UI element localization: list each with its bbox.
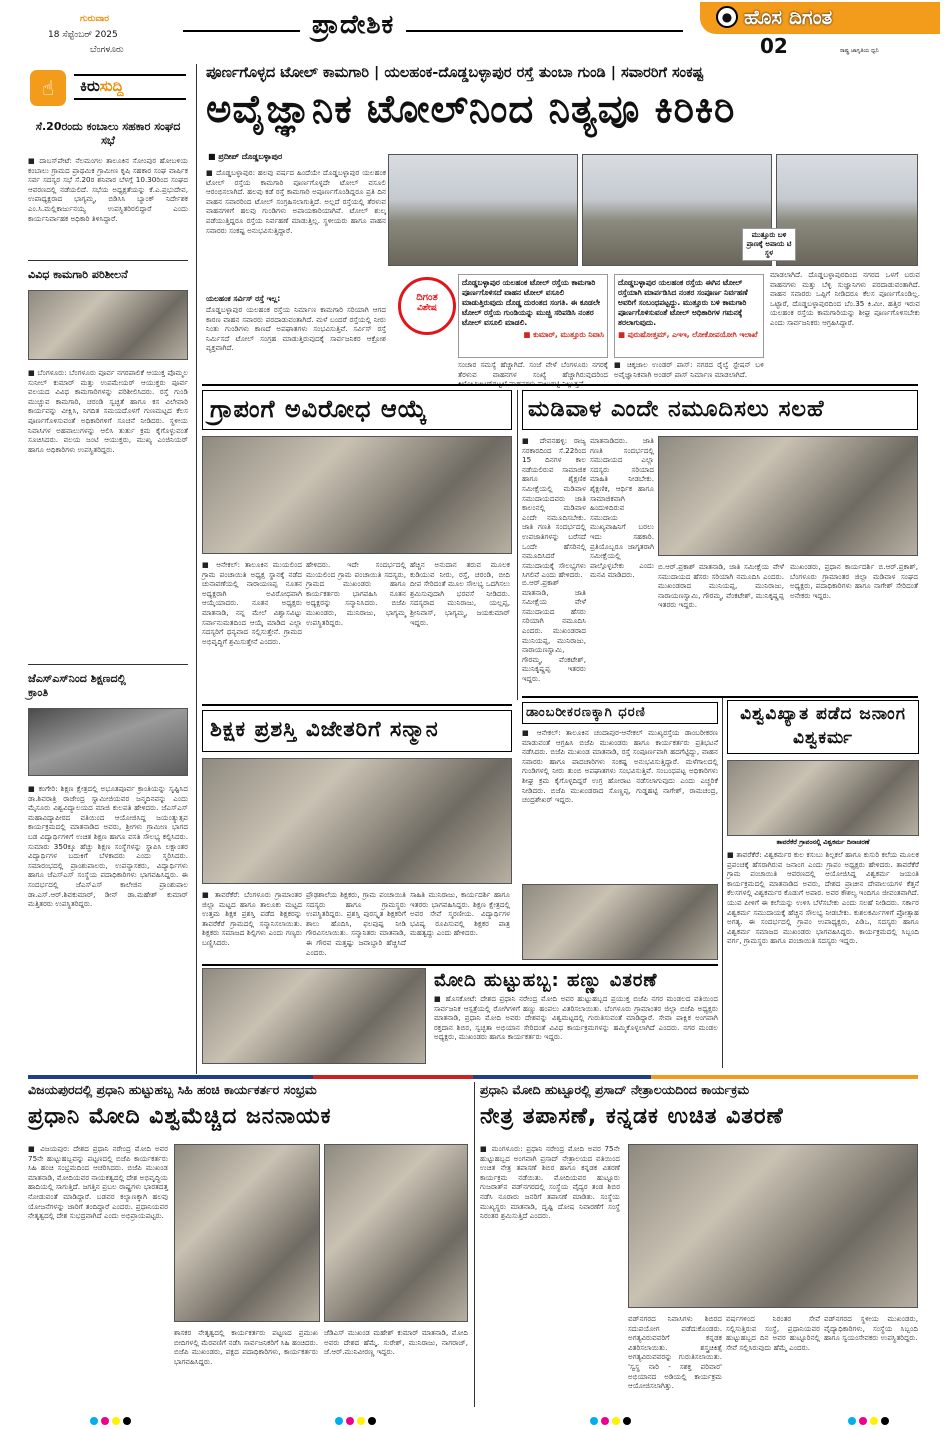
story-gram: [202, 390, 512, 702]
story-modi-fruit: [202, 968, 718, 1068]
section-rule: [522, 696, 918, 698]
eyecamp-kicker: ಪ್ರಧಾನಿ ಮೋದಿ ಹುಟ್ಟೂರಲ್ಲಿ ಪ್ರಸಾದ್ ನೇತ್ರಾಲಯದಿಂದ ಕಾರ್ಯಕ್ರಮ: [480, 1082, 750, 1097]
story-madivala: [522, 390, 918, 694]
lead-quote-2: [614, 274, 764, 358]
briefs-column: [28, 68, 188, 1073]
finger-icon: ☝: [30, 70, 66, 106]
eyecamp-col2: ವಡ್‌ನಗರದ ನಿವಾಸಿಗಳು ಶಿಬಿರದ ಸದುಪಯೋಗ ಪಡೆದುಕೊಂಡರು. ಅಗತ್ಯವಿರುವವರಿಗೆ ಕನ್ನಡಕ ವಿತರಿಸಲಾಯಿತು. ಶಸ್ತ್ರಚಿಕಿತ್ಸೆ ಅಗತ್ಯವಿರುವವರನ್ನು ಗುರುತಿಸಲಾಯಿತು. 'ಸ್ವಸ್ಥ ನಾರಿ - ಸಶಕ್ತ ಪರಿವಾರ' ಅಭಿಯಾನದ ಅಡಿಯಲ್ಲಿ ಕಾರ್ಯಕ್ರಮ ಆಯೋಜಿಸಲಾಗಿತ್ತು.: [628, 1314, 722, 1391]
lead-headline: ಅವೈಜ್ಞಾನಿಕ ಟೋಲ್‌ನಿಂದ ನಿತ್ಯವೂ ಕಿರಿಕಿರಿ: [206, 87, 736, 132]
gram-photo: [202, 436, 512, 554]
seal-line2: ವಿಶೇಷ: [417, 303, 437, 313]
section-title: ಪ್ರಾದೇಶಿಕ: [300, 10, 406, 41]
shikshak-col2: ಪ್ರೌಢಶಾಲೆಯ ಶಿಕ್ಷಕರು, ಗ್ರಾಮ ಪಂಚಾಯಿತಿ ಸದಸ್ಯರು ಹಾಗೂ ಗ್ರಾಮಸ್ಥರು ಉಪಸ್ಥಿತರಿದ್ದರು. ಪ್ರಶಸ್ತಿ ಪುರಸ್ಕೃತ ಶಿಕ್ಷಕರಿಗೆ ಶಾಲು ಹೊದಿಸಿ, ಫಲಪುಷ್ಪ ನೀಡಿ ಗೌರವಿಸಲಾಯಿತು. ಸನ್ಮಾನಿತರು ಮಾತನಾಡಿ, ಈ ಗೌರವ ಮತ್ತಷ್ಟು ಜವಾಬ್ದಾರಿ ಹೆಚ್ಚಿಸಿದೆ ಎಂದರು.: [306, 890, 406, 957]
digantha-seal: [398, 277, 456, 335]
madivala-col4: ಮುಖಂಡರು, ಪ್ರಧಾನ ಕಾರ್ಯದರ್ಶಿ ಬಿ.ಆರ್.ಪ್ರಕಾಶ್, ಬೆಂಗಳೂರು ಗ್ರಾಮಾಂತರ ಜಿಲ್ಲಾ ಮಡಿವಾಳ ಸಂಘದ ಅಧ್ಯಕ್ಷರು, ಪದಾಧಿಕಾರಿಗಳು ಹಾಗೂ ನಾಗೇಶ್ ಸೇರಿದಂತೆ ಅನೇಕರು ಇದ್ದರು.: [790, 562, 918, 600]
lead-photo-caption: ಮುತ್ತೂರು ಬಳಿ ಪ್ರಾಣಕ್ಕೆ ಅಪಾಯ ಟಿ ಸ್ಥಳ: [742, 228, 796, 261]
lead-col2: ದೊಡ್ಡಬಳ್ಳಾಪುರ ಯಲಹಂಕ ರಸ್ತೆಯ ನಿರ್ಮಾಣ ಕಾಮಗಾರಿ ಸರಿಯಾಗಿ ಆಗದ ಕಾರಣ ವಾಹನ ಸವಾರರು ಪರದಾಡುವಂತಾಗಿದೆ. ಮಳೆ ಬಂದರೆ ರಸ್ತೆಯಲ್ಲಿ ನೀರು ನಿಂತು ಗುಂಡಿಗಳು ಕಾಣದೆ ಅಪಘಾತಗಳು ಸಂಭವಿಸುತ್ತಿವೆ. ಸರ್ವಿಸ್ ರಸ್ತೆ ನಿರ್ಮಿಸದೆ ಟೋಲ್ ಸಂಗ್ರಹ ಮಾಡುತ್ತಿರುವುದಕ್ಕೆ ಸಾರ್ವಜನಿಕರ ಆಕ್ರೋಶ ವ್ಯಕ್ತವಾಗಿದೆ.: [206, 305, 386, 353]
brief3-photo: [28, 708, 188, 776]
section-bar: [183, 30, 683, 32]
registration-marks: [90, 1410, 134, 1429]
dambar-headline: ಡಾಂಬರೀಕರಣಕ್ಕಾಗಿ ಧರಣಿ: [526, 705, 646, 720]
column-divider: [722, 698, 723, 1068]
shikshak-headline: ಶಿಕ್ಷಕ ಪ್ರಶಸ್ತಿ ವಿಜೇತರಿಗೆ ಸನ್ಮಾನ: [210, 717, 439, 742]
lead-col4: ■ ಚಿಕ್ಕಜಾಲ ಉಂಡರ್ ಪಾಸ್: ನಗರದ ರೈಲ್ವೆ ಸ್ಟೇಷನ್ ಬಳಿ ಅವೈಜ್ಞಾನಿಕವಾಗಿ ಅಂಡರ್ ಪಾಸ್ ನಿರ್ಮಾಣ ಮಾಡಲಾಗಿದೆ.: [614, 360, 764, 379]
vijayapura-col2: ಶಾಸಕರ ನೇತೃತ್ವದಲ್ಲಿ ಕಾರ್ಯಕರ್ತರು ಪಟ್ಟಣದ ಪ್ರಮುಖ ಬೀದಿಗಳಲ್ಲಿ ಮೆರವಣಿಗೆ ನಡೆಸಿ ಸಾರ್ವಜನಿಕರಿಗೆ ಸಿಹಿ ಹಂಚಿದರು. ಬಿಜೆಪಿ ಮುಖಂಡರು, ಪಕ್ಷದ ಪದಾಧಿಕಾರಿಗಳು, ಕಾರ್ಯಕರ್ತರು ಭಾಗವಹಿಸಿದ್ದರು.: [174, 1328, 318, 1366]
quote1-by: ■ ಕುಮಾರ್, ಮುತ್ತೂರು ನಿವಾಸಿ: [523, 330, 604, 339]
vishwakarma-photo: [727, 760, 919, 836]
madivala-col1: ■ ದೇವನಹಳ್ಳಿ: ರಾಜ್ಯ ಸರಕಾರದಿಂದ ಸೆ.22ರಿಂದ 15 ದಿನಗಳ ಕಾಲ ನಡೆಯಲಿರುವ ಸಾಮಾಜಿಕ ಹಾಗೂ ಶೈಕ್ಷಣಿಕ ಸಮೀಕ್ಷೆಯಲ್ಲಿ ಮಡಿವಾಳ ಸಮುದಾಯದವರು ಜಾತಿ ಕಾಲಂನಲ್ಲಿ ಮಡಿವಾಳ ಎಂದೇ ನಮೂದಿಸಬೇಕು. ಜಾತಿ ಗಣತಿ ಸಂದರ್ಭದಲ್ಲಿ ಉಪಜಾತಿಗಳನ್ನು ಬರೆಸದೆ ಒಂದೇ ಹೆಸರಿನಲ್ಲಿ ನಮೂದಿಸಿದರೆ ಸಮುದಾಯಕ್ಕೆ ಸೌಲಭ್ಯಗಳು ಸಿಗಲಿವೆ ಎಂದು ಹೇಳಿದರು.: [522, 436, 586, 580]
gram-headline: ಗ್ರಾಪಂಗೆ ಅವಿರೋಧ ಆಯ್ಕೆ: [210, 395, 428, 423]
section-rule: [202, 704, 512, 706]
issue-day: ಗುರುವಾರ: [80, 14, 110, 24]
madivala-col3: ಬಿ.ಆರ್.ಪ್ರಕಾಶ್ ಮಾತನಾಡಿ, ಜಾತಿ ಸಮೀಕ್ಷೆಯ ವೇಳೆ ಸಮುದಾಯದ ಹೆಸರು ಸರಿಯಾಗಿ ನಮೂದಿಸಿ ಎಂದರು. ಮುಖಂಡರಾದ ಮುನಿಯಪ್ಪ, ಮುನಿರಾಜು, ನಾರಾಯಣಸ್ವಾಮಿ, ಗೌರಮ್ಮ, ವೆಂಕಟೇಶ್, ಮುನಿಕೃಷ್ಣಪ್ಪ ಇತರರು ಇದ್ದರು.: [658, 562, 784, 610]
brand-tagline: ರಾಷ್ಟ್ರ ಜಾಗೃತಿಯ ಧ್ವನಿ: [840, 48, 879, 54]
vijayapura-col3: ಜೆಡಿಎಸ್ ಮುಖಂಡ ಮಹೇಶ್ ಕುಮಾರ್ ಮಾತನಾಡಿ, ಮೋದಿ ಅವರು ದೇಶದ ಹೆಮ್ಮೆ. ಸುರೇಶ್, ಮುನಿರಾಜು, ನಾಗರಾಜ್, ಜೆ.ಆರ್.ಮುನಿವೀರಣ್ಣ ಇದ್ದರು.: [324, 1328, 468, 1357]
quote2-by: ■ ಪುರುಷೋತ್ತಮ್, ಎಇಇ, ಲೋಕೋಪಯೋಗಿ ಇಲಾಖೆ: [618, 330, 758, 339]
quote1-text: ದೊಡ್ಡಬಳ್ಳಾಪುರ ಯಲಹಂಕ ಟೋಲ್ ರಸ್ತೆಯ ಕಾಮಗಾರಿ ಪೂರ್ಣಗೊಳಿಸದೆ ವಾಹನ ಟೋಲ್ ವಸೂಲಿ ಮಾಡುತ್ತಿರುವುದು ದೊಡ್ಡ ದುರಂತದ ಸಂಗತಿ. ಈ ಕೂಡಲೇ ಟೋಲ್ ರಸ್ತೆಯ ಗುಂಡಿಯನ್ನು ಮುಚ್ಚಿ ಸರಿಪಡಿಸಿ ನಂತರ ಟೋಲ್ ವಸೂಲಿ ಮಾಡಲಿ.: [462, 278, 601, 327]
masthead: [0, 0, 945, 60]
brief2-headline: ವಿವಿಧ ಕಾಮಗಾರಿ ಪರಿಶೀಲನೆ: [28, 268, 128, 281]
seal-line1: ದಿಗಂತ: [416, 292, 438, 303]
column-divider: [517, 390, 518, 700]
page-number: 02: [760, 34, 788, 58]
vijayapura-photo-2: [324, 1144, 468, 1322]
vishwakarma-text: ■ ತಾವರೆಕೆರೆ: ವಿಶ್ವಕರ್ಮರ ಕುಲ ಕಸುಬು ಶಿಲ್ಪಕಲೆ ಹಾಗೂ ಕುಸುರಿ ಕಲೆಯ ಮೂಲಕ ಪ್ರಪಂಚಕ್ಕೆ ಹೆಸರಾಗಿರುವ ಜನಾಂಗ ಎಂದು ಗ್ರಾಪಂ ಅಧ್ಯಕ್ಷರು ಹೇಳಿದರು. ತಾವರೆಕೆರೆ ಗ್ರಾಮ ಪಂಚಾಯಿತಿ ಆವರಣದಲ್ಲಿ ಆಯೋಜಿಸಿದ್ದ ವಿಶ್ವಕರ್ಮ ಜಯಂತಿ ಕಾರ್ಯಕ್ರಮದಲ್ಲಿ ಮಾತನಾಡಿದ ಅವರು, ದೇಶದ ಪ್ರಾಚೀನ ದೇವಾಲಯಗಳ ಕೆತ್ತನೆ ಕೆಲಸಗಳಲ್ಲಿ ವಿಶ್ವಕರ್ಮರ ಕೊಡುಗೆ ಅಪಾರ. ಅವರ ಕೌಶಲ್ಯ ಇಂದಿಗೂ ಜೀವಂತವಾಗಿದೆ. ಯುವ ಪೀಳಿಗೆ ಈ ಕಲೆಯನ್ನು ಉಳಿಸಿ ಬೆಳೆಸಬೇಕು ಎಂದು ಸಲಹೆ ನೀಡಿದರು. ಸರ್ಕಾರ ವಿಶ್ವಕರ್ಮ ಸಮುದಾಯಕ್ಕೆ ಹೆಚ್ಚಿನ ಸೌಲಭ್ಯ ನೀಡಬೇಕು. ಕುಶಲಕರ್ಮಿಗಳಿಗೆ ಪ್ರೋತ್ಸಾಹ ಅಗತ್ಯ. ಈ ಸಂದರ್ಭದಲ್ಲಿ ಗ್ರಾಪಂ ಉಪಾಧ್ಯಕ್ಷರು, ಪಿಡಿಒ, ಸದಸ್ಯರು ಹಾಗೂ ವಿಶ್ವಕರ್ಮ ಸಮಾಜದ ಮುಖಂಡರು ಭಾಗವಹಿಸಿದ್ದರು. ಕಾರ್ಯಕ್ರಮದಲ್ಲಿ ಸಿಬ್ಬಂದಿ ವರ್ಗ, ಗ್ರಾಮಸ್ಥರು ಹಾಗೂ ಪಂಚಾಯಿತಿ ಸದಸ್ಯರು ಇದ್ದರು.: [727, 850, 919, 946]
vijayapura-headline: ಪ್ರಧಾನಿ ಮೋದಿ ವಿಶ್ವಮೆಚ್ಚಿದ ಜನನಾಯಕ: [28, 1104, 332, 1129]
modi-fruit-text: ■ ಹೊಸಕೋಟೆ: ದೇಶದ ಪ್ರಧಾನಿ ನರೇಂದ್ರ ಮೋದಿ ಅವರ ಹುಟ್ಟುಹಬ್ಬದ ಪ್ರಯುಕ್ತ ಬಿಜೆಪಿ ನಗರ ಮಂಡಲದ ವತಿಯಿಂದ ಸಾರ್ವಜನಿಕ ಆಸ್ಪತ್ರೆಯಲ್ಲಿ ರೋಗಿಗಳಿಗೆ ಹಣ್ಣು ಹಂಪಲು ವಿತರಿಸಲಾಯಿತು. ಬೆಂಗಳೂರು ಗ್ರಾಮಾಂತರ ಜಿಲ್ಲಾ ಬಿಜೆಪಿ ಅಧ್ಯಕ್ಷರು ಮಾತನಾಡಿ, ಪ್ರಧಾನಿ ಮೋದಿ ಅವರು ದೇಶವನ್ನು ವಿಶ್ವಮಟ್ಟದಲ್ಲಿ ಗುರುತಿಸುವಂತೆ ಮಾಡಿದ್ದಾರೆ. ಸೇವಾ ಪಾಕ್ಷಿಕ ಅಂಗವಾಗಿ ರಕ್ತದಾನ ಶಿಬಿರ, ಸ್ವಚ್ಛತಾ ಅಭಿಯಾನ ಸೇರಿದಂತೆ ವಿವಿಧ ಕಾರ್ಯಕ್ರಮಗಳನ್ನು ಹಮ್ಮಿಕೊಳ್ಳಲಾಗಿದೆ ಎಂದರು. ನಗರ ಮಂಡಲ ಅಧ್ಯಕ್ಷರು, ಮುಖಂಡರು ಹಾಗೂ ಕಾರ್ಯಕರ್ತರು ಇದ್ದರು.: [434, 994, 718, 1042]
dambar-text: ■ ಆನೇಕಲ್: ತಾಲೂಕಿನ ಚಂದಾಪುರ-ಆನೇಕಲ್ ಮುಖ್ಯರಸ್ತೆಯ ಡಾಂಬರೀಕರಣ ಮಾಡುವಂತೆ ಆಗ್ರಹಿಸಿ ಬಿಜೆಪಿ ಮುಖಂಡರು ಹಾಗೂ ಕಾರ್ಯಕರ್ತರು ಪ್ರತಿಭಟನೆ ನಡೆಸಿದರು. ಬಿಜೆಪಿ ಮುಖಂಡ ಮಾತನಾಡಿ, ರಸ್ತೆ ಸಂಪೂರ್ಣವಾಗಿ ಹದಗೆಟ್ಟಿದ್ದು, ವಾಹನ ಸವಾರರು ಹಾಗೂ ಪಾದಚಾರಿಗಳು ಸಂಕಷ್ಟ ಅನುಭವಿಸುತ್ತಿದ್ದಾರೆ. ಮಳೆಗಾಲದಲ್ಲಿ ಗುಂಡಿಗಳಲ್ಲಿ ನೀರು ತುಂಬಿ ಅಪಘಾತಗಳು ಸಂಭವಿಸುತ್ತಿವೆ. ಸಂಬಂಧಪಟ್ಟ ಅಧಿಕಾರಿಗಳು ಶೀಘ್ರ ಕ್ರಮ ಕೈಗೊಳ್ಳದಿದ್ದರೆ ಉಗ್ರ ಹೋರಾಟ ನಡೆಸಲಾಗುವುದು ಎಂದು ಎಚ್ಚರಿಕೆ ನೀಡಿದರು. ಬಿಜೆಪಿ ಮುಖಂಡರಾದ ಸೊಣ್ಣಪ್ಪ, ಗುಡ್ಡಹಟ್ಟಿ ನಾಗೇಶ್, ರಾಮಚಂದ್ರ, ಚಂದ್ರಶೇಖರ್ ಇದ್ದರು.: [522, 728, 718, 805]
brief3-headline: ಜೆಎಸ್‌ಎಸ್‌ನಿಂದ ಶಿಕ್ಷಣದಲ್ಲಿ ಕ್ರಾಂತಿ: [28, 672, 126, 699]
vijayapura-photo-1: [174, 1144, 320, 1322]
brand-banner: [700, 2, 940, 34]
lamp-icon: ●: [716, 6, 738, 28]
section-rule: [202, 384, 918, 386]
column-divider: [196, 64, 197, 1074]
shikshak-photo: [202, 758, 512, 884]
lead-quote-1: [458, 274, 608, 358]
vijayapura-kicker: ವಿಜಯಪುರದಲ್ಲಿ ಪ್ರಧಾನಿ ಹುಟ್ಟುಹಬ್ಬ ಸಿಹಿ ಹಂಚಿ ಕಾರ್ಯಕರ್ತರ ಸಂಭ್ರಮ: [28, 1082, 317, 1097]
lead-col5: ಮಾಡಲಾಗಿದೆ. ದೊಡ್ಡಬಳ್ಳಾಪುರದಿಂದ ನಗರದ ಒಳಗೆ ಬರುವ ವಾಹನಗಳು ಮತ್ತು ಬೆಳ್ಳಿ ಸುಜ್ಞಾನಿಗಳು ಪರದಾಡುವಂತಾಗಿದೆ. ವಾಹನ ಸವಾರರು ಒಪ್ಪಿಗೆ ನೀಡಿದರೂ ಕೆಲಸ ಪೂರ್ಣಗೊಂಡಿಲ್ಲ. ಒಟ್ಟಾರೆ, ದೊಡ್ಡಬಳ್ಳಾಪುರದಿಂದ ಬೆಂ.35 ಕಿ.ಮೀ. ಹತ್ತಿರ ಇರುವ ಯಲಹಂಕ ರಸ್ತೆಯ ಕಾಮಗಾರಿಯನ್ನು ಶೀಘ್ರ ಪೂರ್ಣಗೊಳಿಸಬೇಕು ಎಂದು ಸಾರ್ವಜನಿಕರು ಆಗ್ರಹಿಸಿದ್ದಾರೆ.: [770, 270, 920, 327]
eyecamp-col1: ■ ಮಂಗಳೂರು: ಪ್ರಧಾನಿ ನರೇಂದ್ರ ಮೋದಿ ಅವರ 75ನೇ ಹುಟ್ಟುಹಬ್ಬದ ಅಂಗವಾಗಿ ಪ್ರಸಾದ್ ನೇತ್ರಾಲಯದ ವತಿಯಿಂದ ಉಚಿತ ನೇತ್ರ ತಪಾಸಣೆ ಶಿಬಿರ ಹಾಗೂ ಕನ್ನಡಕ ವಿತರಣೆ ಕಾರ್ಯಕ್ರಮ ನಡೆಯಿತು. ಮೋದಿಯವರ ಹುಟ್ಟೂರು ಗುಜರಾತ್‌ನ ವಡ್‌ನಗರದಲ್ಲಿ ಸಂಸ್ಥೆಯ ವೈದ್ಯರ ತಂಡ ಶಿಬಿರ ನಡೆಸಿ ನೂರಾರು ಜನರಿಗೆ ತಪಾಸಣೆ ಮಾಡಿತು. ಸಂಸ್ಥೆಯ ಮುಖ್ಯಸ್ಥರು ಮಾತನಾಡಿ, ದೃಷ್ಟಿ ದೋಷ ನಿವಾರಣೆಗೆ ಸಂಸ್ಥೆ ನಿರಂತರ ಶ್ರಮಿಸುತ್ತಿದೆ ಎಂದರು.: [480, 1144, 620, 1221]
story-vijayapura: [28, 1082, 468, 1407]
brief1-text: ■ ದಾಬಸ್‌ಪೇಟೆ: ನೆಲಮಂಗಲ ತಾಲೂಕಿನ ಸೋಂಪುರ ಹೋಬಳಿಯ ಕಂಬಾಲು ಗ್ರಾಮದ ಪ್ರಾಥಮಿಕ ಗ್ರಾಮೀಣ ಕೃಷಿ ಸಹಕಾರ ಸಂಘ ವಾರ್ಷಿಕ ಸರ್ವ ಸದಸ್ಯರ ಸಭೆ ಸೆ.20ರ ಶನಿವಾರ ಬೆಳಗ್ಗೆ 10.30ರಿಂದ ಸಂಘದ ಆವರಣದಲ್ಲಿ ನಡೆಯಲಿದೆ. ಸಭೆಯ ಅಧ್ಯಕ್ಷತೆಯನ್ನು ಕೆ.ಎ.ಪ್ರಭುದೇವ, ಉಪಾಧ್ಯಕ್ಷರಾದ ಭಾಗ್ಯಮ್ಮ, ಬಿಡಿಸಿಸಿ ಬ್ಯಾಂಕ್ ನಿರ್ದೇಶಕ ಎಂ.ಸಿ.ಮಲ್ಲಿಕಾರ್ಜುನಯ್ಯ ಉಪಸ್ಥಿತರಿರಲಿದ್ದಾರೆ ಎಂದು ಕಾರ್ಯನಿರ್ವಾಹಕ ಅಧಿಕಾರಿ ತಿಳಿಸಿದ್ದಾರೆ.: [28, 156, 188, 223]
story-vishwakarma: [727, 700, 919, 1070]
brief2-photo: [28, 290, 188, 360]
madivala-photo: [658, 436, 918, 556]
brief2-text: ■ ಬೆಂಗಳೂರು: ಬೆಂಗಳೂರು ಪೂರ್ವ ನಗರಪಾಲಿಕೆ ಆಯುಕ್ತ ಪೊಮ್ಮಲ ಸುನೀಲ್ ಕುಮಾರ್ ಮತ್ತು ಉಪಮೇಯರ್ ಆಯುಕ್ತರು ಪೂರ್ವ ವಲಯದ ವಿವಿಧ ಕಾಮಗಾರಿಗಳನ್ನು ಪರಿಶೀಲಿಸಿದರು. ರಸ್ತೆ ಗುಂಡಿ ಮುಚ್ಚುವ ಕಾಮಗಾರಿ, ಚರಂಡಿ ಸ್ವಚ್ಛತೆ ಹಾಗೂ ಕಸ ವಿಲೇವಾರಿ ಕಾರ್ಯವನ್ನು ವೀಕ್ಷಿಸಿ, ನಿಗದಿತ ಸಮಯದೊಳಗೆ ಗುಣಮಟ್ಟದ ಕೆಲಸ ಪೂರ್ಣಗೊಳಿಸುವಂತೆ ಅಧಿಕಾರಿಗಳಿಗೆ ಸೂಚನೆ ನೀಡಿದರು. ಸ್ಥಳೀಯ ನಿವಾಸಿಗಳ ಅಹವಾಲುಗಳನ್ನು ಆಲಿಸಿ ತುರ್ತು ಕ್ರಮ ಕೈಗೊಳ್ಳುವಂತೆ ಸೂಚಿಸಿದರು. ವಲಯ ಜಂಟಿ ಆಯುಕ್ತರು, ಮುಖ್ಯ ಎಂಜಿನಿಯರ್ ಹಾಗೂ ಅಧಿಕಾರಿಗಳು ಉಪಸ್ಥಿತರಿದ್ದರು.: [28, 368, 188, 454]
modi-fruit-photo: [202, 968, 426, 1064]
eyecamp-photo: [628, 1144, 918, 1308]
lead-byline: ■ ಪ್ರದೀಪ್ ದೊಡ್ಡಬಳ್ಳಾಪುರ: [208, 152, 283, 161]
brief1-headline: ಸೆ.20ರಂದು ಕಂಬಾಲು ಸಹಕಾರ ಸಂಘದ ಸಭೆ: [35, 120, 181, 147]
brand-name: ಹೊಸ ದಿಗಂತ: [744, 5, 833, 29]
gram-col1: ■ ಆನೇಕಲ್: ತಾಲೂಕಿನ ಮುಯಲಿಂದ ಗ್ರಾಮ ಪಂಚಾಯಿತಿ ಅಧ್ಯಕ್ಷ ಸ್ಥಾನಕ್ಕೆ ನಡೆದ ಚುನಾವಣೆಯಲ್ಲಿ ನಾರಾಯಣಪ್ಪ ನೂತನ ಅಧ್ಯಕ್ಷರಾಗಿ ಅವಿರೋಧವಾಗಿ ಆಯ್ಕೆಯಾದರು. ನೂತನ ಅಧ್ಯಕ್ಷರು ಮಾತನಾಡಿ, ನನ್ನ ಮೇಲೆ ವಿಶ್ವಾಸವಿಟ್ಟು ಸರ್ವಾನುಮತದಿಂದ ಆಯ್ಕೆ ಮಾಡಿದ ಎಲ್ಲಾ ಸದಸ್ಯರಿಗೆ ಧನ್ಯವಾದ ಸಲ್ಲಿಸುತ್ತೇನೆ. ಗ್ರಾಮದ ಅಭಿವೃದ್ಧಿಗೆ ಶ್ರಮಿಸುತ್ತೇನೆ ಎಂದರು.: [202, 560, 302, 646]
lead-photo-3: [776, 154, 918, 266]
lead-subhead1: ಯಲಹಂಕ ಸರ್ವಿಸ್ ರಸ್ತೆ ಇಲ್ಲ:: [206, 294, 281, 303]
divider: [28, 260, 188, 261]
eyecamp-headline: ನೇತ್ರ ತಪಾಸಣೆ, ಕನ್ನಡಕ ಉಚಿತ ವಿತರಣೆ: [480, 1104, 784, 1129]
registration-marks: [335, 1410, 379, 1429]
shikshak-col1: ■ ತಾವರೆಕೆರೆ: ಬೆಂಗಳೂರು ಗ್ರಾಮಾಂತರ ಜಿಲ್ಲಾ ಮಟ್ಟದ ಹಾಗೂ ತಾಲೂಕು ಮಟ್ಟದ ಉತ್ತಮ ಶಿಕ್ಷಕ ಪ್ರಶಸ್ತಿ ಪಡೆದ ಶಿಕ್ಷಕರನ್ನು ತಾವರೆಕೆರೆ ಗ್ರಾಮದಲ್ಲಿ ಸನ್ಮಾನಿಸಲಾಯಿತು. ಶಿಕ್ಷಕರು ಸಮಾಜದ ಶಿಲ್ಪಿಗಳು ಎಂದು ಗಣ್ಯರು ಬಣ್ಣಿಸಿದರು.: [202, 890, 302, 947]
divider: [28, 664, 188, 665]
madivala-col1b: ಬಿ.ಆರ್.ಪ್ರಕಾಶ್ ಮಾತನಾಡಿ, ಜಾತಿ ಸಮೀಕ್ಷೆಯ ವೇಳೆ ಸಮುದಾಯದ ಹೆಸರು ಸರಿಯಾಗಿ ನಮೂದಿಸಿ ಎಂದರು. ಮುಖಂಡರಾದ ಮುನಿಯಪ್ಪ, ಮುನಿರಾಜು, ನಾರಾಯಣಸ್ವಾಮಿ, ಗೌರಮ್ಮ, ವೆಂಕಟೇಶ್, ಮುನಿಕೃಷ್ಣಪ್ಪ ಇತರರು ಇದ್ದರು.: [522, 578, 586, 683]
issue-date: 18 ಸೆಪ್ಟೆಂಬರ್ 2025: [48, 30, 118, 40]
modi-fruit-headline: ಮೋದಿ ಹುಟ್ಟುಹಬ್ಬ: ಹಣ್ಣು ವಿತರಣೆ: [434, 970, 658, 991]
lead-kicker: ಪೂರ್ಣಗೊಳ್ಳದ ಟೋಲ್ ಕಾಮಗಾರಿ | ಯಲಹಂಕ-ದೊಡ್ಡಬಳ್ಳಾಪುರ ರಸ್ತೆ ತುಂಬಾ ಗುಂಡಿ | ಸವಾರರಿಗೆ ಸಂಕಷ್ಟ: [206, 65, 704, 81]
eyecamp-col3: ವರ್ಷಗಳಿಂದ ನಿರಂತರ ಸೇವೆ ಸಲ್ಲಿಸುತ್ತಿರುವ ಸಂಸ್ಥೆ, ಪ್ರಧಾನಿಯವರ ಹುಟ್ಟುಹಬ್ಬದ ದಿನ ಅವರ ಹುಟ್ಟೂರಿನಲ್ಲಿ ಸೇವೆ ಸಲ್ಲಿಸಿರುವುದು ಹೆಮ್ಮೆ ಎಂದರು.: [726, 1314, 820, 1352]
shikshak-col3: ಸಾಹಿತಿ ಮುನಿರಾಜು, ಕಾರ್ಯದರ್ಶಿ ಹಾಗೂ ಇತರರು ಭಾಗವಹಿಸಿದ್ದರು. ಶಿಕ್ಷಣ ಕ್ಷೇತ್ರದಲ್ಲಿ ಅವರ ಸೇವೆ ಸ್ಮರಣೀಯ. ವಿದ್ಯಾರ್ಥಿಗಳ ಭವಿಷ್ಯ ರೂಪಿಸುವಲ್ಲಿ ಶಿಕ್ಷಕರ ಪಾತ್ರ ಮಹತ್ವದ್ದು ಎಂದು ಹೇಳಿದರು.: [410, 890, 510, 938]
column-divider: [474, 1082, 475, 1407]
quote2-text: ದೊಡ್ಡಬಳ್ಳಾಪುರ ಯಲಹಂಕ ರಸ್ತೆಯ ಈಗಿನ ಟೋಲ್ ರಸ್ತೆಯಾಗಿ ಮಾರ್ಪಡಿಸಿದ ನಂತರ ಸಂಪೂರ್ಣ ನಿರ್ವಹಣೆ ಅವರಿಗೆ ಸಂಬಂಧಪಟ್ಟದ್ದು. ಮುತ್ತೂರು ಬಳಿ ಕಾಮಗಾರಿ ಪೂರ್ಣಗೊಳಿಸುವಂತೆ ಟೋಲ್ ಅಧಿಕಾರಿಗಳ ಗಮನಕ್ಕೆ ತರಲಾಗುವುದು.: [618, 278, 748, 327]
brief3-text: ■ ಕಂಗೇರಿ: ಶಿಕ್ಷಣ ಕ್ಷೇತ್ರದಲ್ಲಿ ಅಭೂತಪೂರ್ವ ಕ್ರಾಂತಿಯನ್ನು ಸೃಷ್ಟಿಸಿದ ಡಾ.ಶಿವರಾತ್ರಿ ರಾಜೇಂದ್ರ ಸ್ವಾಮೀಜಿಯವರ ಜನ್ಮದಿನವನ್ನು ಎಂದು ಮೈಸೂರು ವಿಶ್ವವಿದ್ಯಾಲಯದ ಮಾಜಿ ಕುಲಪತಿ ಹೇಳಿದರು. ಜೆಎಸ್‌ಎಸ್ ಮಹಾವಿದ್ಯಾಪೀಠದ ವತಿಯಿಂದ ಆಯೋಜಿಸಿದ್ದ ಜಯಂತ್ಯುತ್ಸವ ಕಾರ್ಯಕ್ರಮದಲ್ಲಿ ಮಾತನಾಡಿದ ಅವರು, ಶ್ರೀಗಳು ಗ್ರಾಮೀಣ ಭಾಗದ ಬಡ ವಿದ್ಯಾರ್ಥಿಗಳಿಗೆ ಉಚಿತ ಶಿಕ್ಷಣ ಹಾಗೂ ವಸತಿ ಸೌಲಭ್ಯ ಕಲ್ಪಿಸಿದರು. ಸುಮಾರು 350ಕ್ಕೂ ಹೆಚ್ಚು ಶಿಕ್ಷಣ ಸಂಸ್ಥೆಗಳನ್ನು ಸ್ಥಾಪಿಸಿ ಲಕ್ಷಾಂತರ ವಿದ್ಯಾರ್ಥಿಗಳ ಬದುಕಿಗೆ ಬೆಳಕಾದರು ಎಂದು ಸ್ಮರಿಸಿದರು. ಸಮಾರಂಭದಲ್ಲಿ ಪ್ರಾಂಶುಪಾಲರು, ಉಪನ್ಯಾಸಕರು, ವಿದ್ಯಾರ್ಥಿಗಳು ಹಾಗೂ ಜೆಎಸ್‌ಎಸ್ ಸಂಸ್ಥೆಯ ಪದಾಧಿಕಾರಿಗಳು ಭಾಗವಹಿಸಿದ್ದರು. ಈ ಸಂದರ್ಭದಲ್ಲಿ ಜೆಎಸ್‌ಎಸ್ ಕಾಲೇಜಿನ ಪ್ರಾಂಶುಪಾಲ ಡಾ.ಎಸ್.ಆರ್.ಶಿವಕುಮಾರ್, ಡೀನ್ ಡಾ.ಮಹೇಶ್ ಕುಮಾರ್ ಮತ್ತಿತರರು ಉಪಸ್ಥಿತರಿದ್ದರು.: [28, 784, 188, 909]
gram-col2: ಹೇಳಿದರು. ಇದೇ ಸಂದರ್ಭದಲ್ಲಿ ಮುಯಲಿಂದ ಗ್ರಾಮ ಪಂಚಾಯಿತಿ ಸದಸ್ಯರು, ಗ್ರಾಮದ ಮುಖಂಡರು ಹಾಗೂ ಕಾರ್ಯಕರ್ತರು ಭಾಗವಹಿಸಿ ನೂತನ ಅಧ್ಯಕ್ಷರನ್ನು ಸನ್ಮಾನಿಸಿದರು. ಬಿಜೆಪಿ ಮುಖಂಡರು, ಮುನಿರಾಜು, ಭಾಗ್ಯಮ್ಮ ಉಪಸ್ಥಿತರಿದ್ದರು.: [306, 560, 406, 627]
registration-marks: [848, 1410, 892, 1429]
lead-photo-1: [388, 154, 578, 266]
lead-col1: ■ ದೊಡ್ಡಬಳ್ಳಾಪುರ: ಹಲವು ವರ್ಷದ ಹಿಂದೆಯೇ ದೊಡ್ಡಬಳ್ಳಾಪುರ ಯಲಹಂಕ ಟೋಲ್ ರಸ್ತೆಯ ಕಾಮಗಾರಿ ಪೂರ್ಣಗೊಳ್ಳದೇ ಟೋಲ್ ವಸೂಲಿ ಆರಂಭಿಸಲಾಗಿದೆ. ಹಲವು ಕಡೆ ರಸ್ತೆ ಕಾಮಗಾರಿ ಅಪೂರ್ಣಗೊಂಡಿದ್ದರೂ ಪ್ರತಿ ದಿನ ವಾಹನ ಸವಾರರಿಂದ ಟೋಲ್ ಸಂಗ್ರಹಿಸಲಾಗುತ್ತಿದೆ. ಅಲ್ಲದೆ ರಸ್ತೆಯಲ್ಲಿ ತೆರಳುವ ವಾಹನಗಳಿಗೆ ಹಲವು ಗುಂಡಿಗಳು ಅಪಾಯಕಾರಿಯಾಗಿವೆ. ಟೋಲ್ ಶುಲ್ಕ ಪಡೆಯುತ್ತಿದ್ದರೂ ರಸ್ತೆಯ ನಿರ್ವಹಣೆ ಮಾಡುತ್ತಿಲ್ಲ. ಸ್ಥಳೀಯರು ಹಾಗೂ ವಾಹನ ಸವಾರರು ಸಂಕಷ್ಟ ಅನುಭವಿಸುತ್ತಿದ್ದಾರೆ.: [206, 168, 386, 235]
kirusuddi-label-ki: ಕಿರು: [80, 77, 100, 95]
gram-col3: ಹೆಚ್ಚಿನ ಅನುದಾನ ತರುವ ಮೂಲಕ ಕುಡಿಯುವ ನೀರು, ರಸ್ತೆ, ಚರಂಡಿ, ಬೀದಿ ದೀಪ ಸೇರಿದಂತೆ ಮೂಲ ಸೌಲಭ್ಯ ಒದಗಿಸಲು ಶ್ರಮಿಸುವುದಾಗಿ ಭರವಸೆ ನೀಡಿದರು. ಸದಸ್ಯರಾದ ಮುನಿರಾಜು, ಯಲ್ಲಪ್ಪ, ಶ್ರೀನಿವಾಸ್, ಭಾಗ್ಯಮ್ಮ, ಜಯಕುಮಾರ್ ಇದ್ದರು.: [410, 560, 510, 627]
vijayapura-col1: ■ ವಿಜಯಪುರ: ದೇಶದ ಪ್ರಧಾನಿ ನರೇಂದ್ರ ಮೋದಿ ಅವರ 75ನೇ ಹುಟ್ಟುಹಬ್ಬವನ್ನು ಪಟ್ಟಣದಲ್ಲಿ ಬಿಜೆಪಿ ಕಾರ್ಯಕರ್ತರು ಸಿಹಿ ಹಂಚಿ ಸಂಭ್ರಮದಿಂದ ಆಚರಿಸಿದರು. ಬಿಜೆಪಿ ಮುಖಂಡ ಮಾತನಾಡಿ, ಮೋದಿಯವರ ನಾಯಕತ್ವದಲ್ಲಿ ದೇಶ ಅಭಿವೃದ್ಧಿಯ ಹಾದಿಯಲ್ಲಿ ಸಾಗುತ್ತಿದೆ. ಜಗತ್ತಿನ ಪ್ರಬಲ ರಾಷ್ಟ್ರಗಳು ಭಾರತದತ್ತ ನೋಡುವಂತೆ ಮಾಡಿದ್ದಾರೆ. ಬಡವರ ಕಲ್ಯಾಣಕ್ಕಾಗಿ ಹಲವು ಯೋಜನೆಗಳನ್ನು ಜಾರಿಗೆ ತಂದಿದ್ದಾರೆ ಎಂದರು. ಪ್ರಧಾನಿಯವರ ನೇತೃತ್ವದಲ್ಲಿ ದೇಶ ಸುಭದ್ರವಾಗಿದೆ ಎಂದು ಅಭಿಪ್ರಾಯಪಟ್ಟರು.: [28, 1144, 168, 1221]
kirusuddi-badge: [28, 68, 188, 108]
madivala-col2: ಮಾತನಾಡಿದರು. ಜಾತಿ ಗಣತಿ ಸಂದರ್ಭದಲ್ಲಿ ಸಮುದಾಯದ ಎಲ್ಲಾ ಸದಸ್ಯರು ಸರಿಯಾದ ಮಾಹಿತಿ ನೀಡಬೇಕು. ಶೈಕ್ಷಣಿಕ, ಆರ್ಥಿಕ ಹಾಗೂ ಸಾಮಾಜಿಕವಾಗಿ ಹಿಂದುಳಿದಿರುವ ಸಮುದಾಯ ಮುಖ್ಯವಾಹಿನಿಗೆ ಬರಲು ಇದು ಸಹಕಾರಿ. ಪ್ರತಿಯೊಬ್ಬರೂ ಜಾಗೃತರಾಗಿ ಸಮೀಕ್ಷೆಯಲ್ಲಿ ಪಾಲ್ಗೊಳ್ಳಬೇಕು ಎಂದು ಮನವಿ ಮಾಡಿದರು.: [590, 436, 654, 580]
section-rule: [202, 964, 718, 966]
lead-col3: ಸಂಚಾರ ಸಮಸ್ಯೆ ಹೆಚ್ಚಾಗಿದೆ. ಸಂಜೆ ವೇಳೆ ಬೆಂಗಳೂರು ನಗರಕ್ಕೆ ತೆರಳುವ ವಾಹನಗಳ ಸಂಖ್ಯೆ ಹೆಚ್ಚಾಗಿರುವುದರಿಂದ: [458, 360, 608, 379]
registration-marks: [590, 1410, 634, 1429]
lead-story: [202, 62, 920, 382]
kirusuddi-label-suddi: ಸುದ್ದಿ: [99, 77, 124, 95]
issue-city: ಬೆಂಗಳೂರು: [90, 45, 124, 55]
story-dambar: [522, 702, 718, 962]
vishwakarma-headline: ವಿಶ್ವವಿಖ್ಯಾತ ಪಡೆದ ಜನಾಂಗ ವಿಶ್ವಕರ್ಮ: [740, 704, 906, 748]
kirusuddi-tab: [74, 74, 186, 100]
vishwakarma-caption: ತಾವರೆಕೆರೆ ಗ್ರಾಪಂನಲ್ಲಿ ವಿಶ್ವಕರ್ಮ ದಿನಾಚರಣೆ: [727, 838, 919, 847]
eyecamp-col4: ವಡ್‌ನಗರದ ಸ್ಥಳೀಯ ಮುಖಂಡರು, ವೈದ್ಯಾಧಿಕಾರಿಗಳು, ಸಂಸ್ಥೆಯ ಸಿಬ್ಬಂದಿ ಹಾಗೂ ಸ್ವಯಂಸೇವಕರು ಉಪಸ್ಥಿತರಿದ್ದರು.: [824, 1314, 918, 1343]
dambar-photo: [522, 884, 718, 960]
story-eyecamp: [480, 1082, 918, 1407]
story-shikshak: [202, 710, 512, 960]
bottom-color-band: [28, 1075, 918, 1079]
madivala-headline: ಮಡಿವಾಳ ಎಂದೇ ನಮೂದಿಸಲು ಸಲಹೆ: [528, 396, 825, 422]
